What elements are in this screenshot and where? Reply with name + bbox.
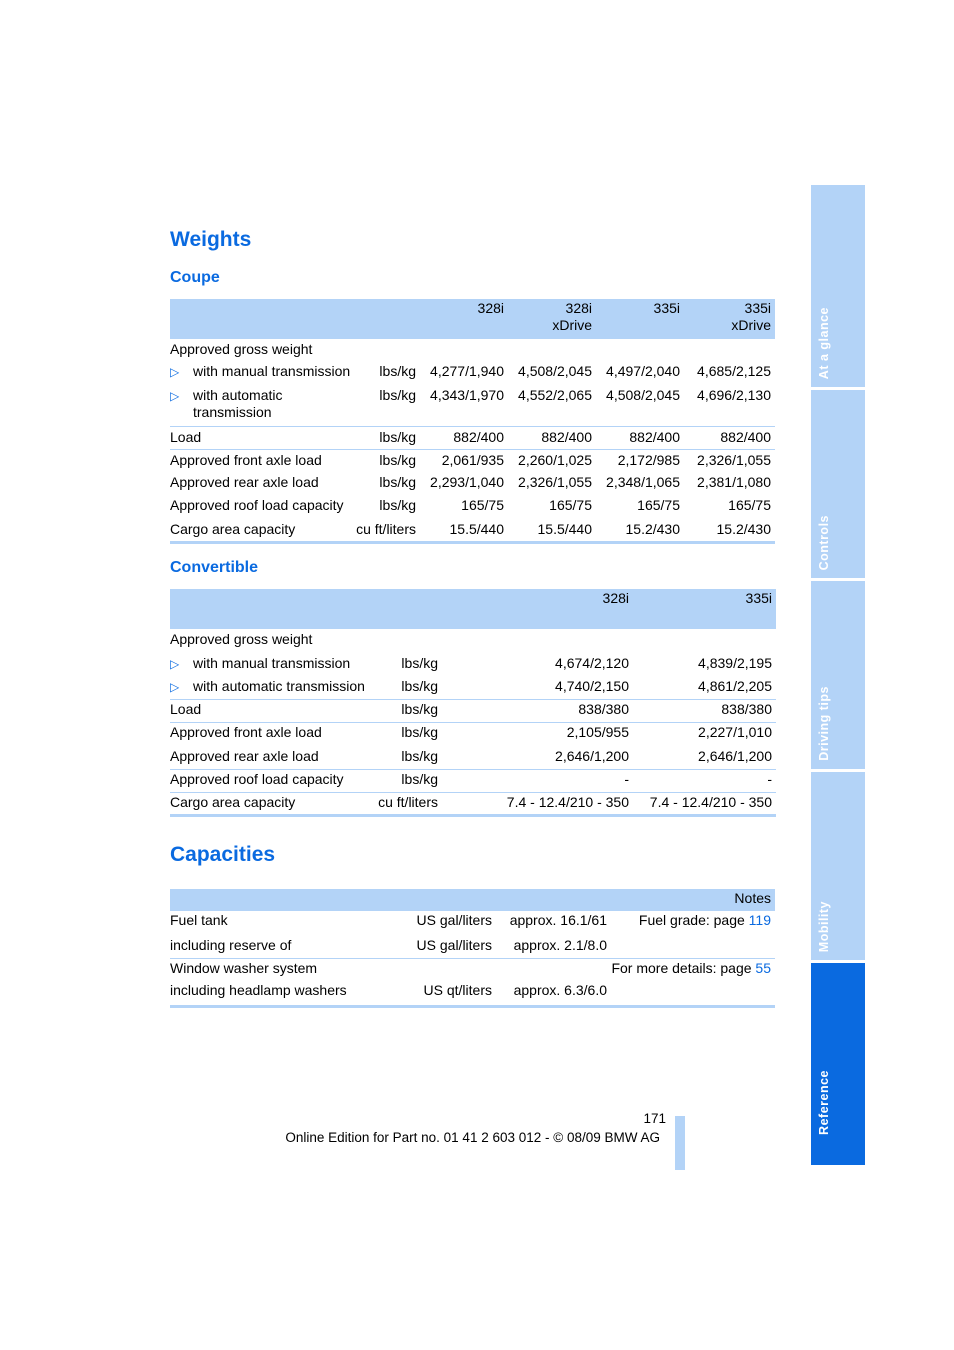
convertible-header-unit [370, 589, 442, 629]
table-row: Approved rear axle load lbs/kg 2,646/1,200 2,646/1,200 [170, 748, 772, 764]
table-row: ▷ with manual transmission lbs/kg 4,674/2,120 4,839/2,195 [170, 655, 772, 671]
tab-reference[interactable] [811, 963, 865, 1165]
table-row: ▷ with automatic transmission lbs/kg 4,740/2,150 4,861/2,205 [170, 678, 772, 694]
convertible-weights-table [170, 589, 776, 817]
triangle-right-icon: ▷ [170, 680, 180, 694]
coupe-col-header: 335i [596, 299, 684, 339]
table-row: including reserve of US gal/liters approx. 2.1/8.0 [170, 937, 607, 953]
coupe-header-blank [170, 299, 352, 339]
triangle-right-icon: ▷ [170, 389, 180, 403]
convertible-header-blank [170, 589, 370, 629]
tab-label: Reference [817, 1070, 831, 1135]
tab-controls[interactable] [811, 390, 865, 578]
convertible-heading: Convertible [170, 559, 259, 576]
page-link-119[interactable]: 119 [748, 912, 771, 928]
table-row: Fuel tank US gal/liters approx. 16.1/61 Fuel grade: page 119 [170, 912, 771, 928]
tab-driving-tips[interactable] [811, 581, 865, 769]
table-row: Approved rear axle load lbs/kg 2,293/1,040 2,326/1,055 2,348/1,065 2,381/1,080 [170, 474, 771, 490]
table-row: including headlamp washers US qt/liters approx. 6.3/6.0 [170, 981, 775, 1006]
tab-label: Controls [817, 514, 831, 570]
page-number: 171 [643, 1111, 666, 1126]
coupe-col-header: 328i [420, 299, 508, 339]
capacities-header-value [496, 889, 611, 911]
triangle-right-icon: ▷ [170, 657, 180, 671]
table-row: Cargo area capacity cu ft/liters 7.4 - 12.4/210 - 350 7.4 - 12.4/210 - 350 [170, 792, 776, 815]
convertible-group-label: Approved gross weight [170, 631, 313, 647]
table-row: Load lbs/kg 882/400 882/400 882/400 882/400 [170, 426, 775, 449]
table-row: Window washer system For more details: page 55 [170, 958, 775, 981]
footer-bar [675, 1116, 685, 1170]
capacities-header-blank [170, 889, 390, 911]
table-row: Cargo area capacity cu ft/liters 15.5/440 15.5/440 15.2/430 15.2/430 [170, 519, 775, 542]
triangle-right-icon: ▷ [170, 365, 180, 379]
tab-label: Mobility [817, 900, 831, 952]
table-row: Approved front axle load lbs/kg 2,105/955 2,227/1,010 [170, 722, 776, 746]
coupe-col-header: 328i xDrive [508, 299, 596, 339]
coupe-weights-table [170, 299, 775, 544]
table-row: Approved roof load capacity lbs/kg - - [170, 769, 776, 792]
table-row: Approved front axle load lbs/kg 2,061/935 2,260/1,025 2,172/985 2,326/1,055 [170, 449, 775, 472]
table-row: ▷ with manual transmission lbs/kg 4,277/1,940 4,508/2,045 4,497/2,040 4,685/2,125 [170, 363, 771, 379]
tab-mobility[interactable] [811, 772, 865, 960]
capacities-heading: Capacities [170, 843, 276, 866]
tab-at-a-glance[interactable] [811, 185, 865, 387]
table-row: ▷ with automatic transmission lbs/kg 4,343/1,970 4,552/2,065 4,508/2,045 4,696/2,130 [170, 387, 771, 420]
weights-heading: Weights [170, 228, 252, 251]
capacities-notes-header: Notes [611, 889, 775, 911]
capacities-header-unit [390, 889, 496, 911]
table-row: Load lbs/kg 838/380 838/380 [170, 699, 776, 722]
coupe-header-unit [352, 299, 420, 339]
capacities-table [170, 889, 775, 1008]
tab-label: At a glance [817, 306, 831, 379]
convertible-col-header: 328i [442, 589, 633, 629]
edition-footer: Online Edition for Part no. 01 41 2 603 012 - © 08/09 BMW AG [285, 1130, 660, 1145]
page-link-55[interactable]: 55 [755, 959, 771, 976]
coupe-col-header: 335i xDrive [684, 299, 775, 339]
table-row: Approved roof load capacity lbs/kg 165/75 165/75 165/75 165/75 [170, 497, 771, 513]
coupe-group-label: Approved gross weight [170, 341, 313, 357]
tab-label: Driving tips [817, 686, 831, 761]
convertible-col-header: 335i [633, 589, 776, 629]
coupe-heading: Coupe [170, 269, 220, 286]
